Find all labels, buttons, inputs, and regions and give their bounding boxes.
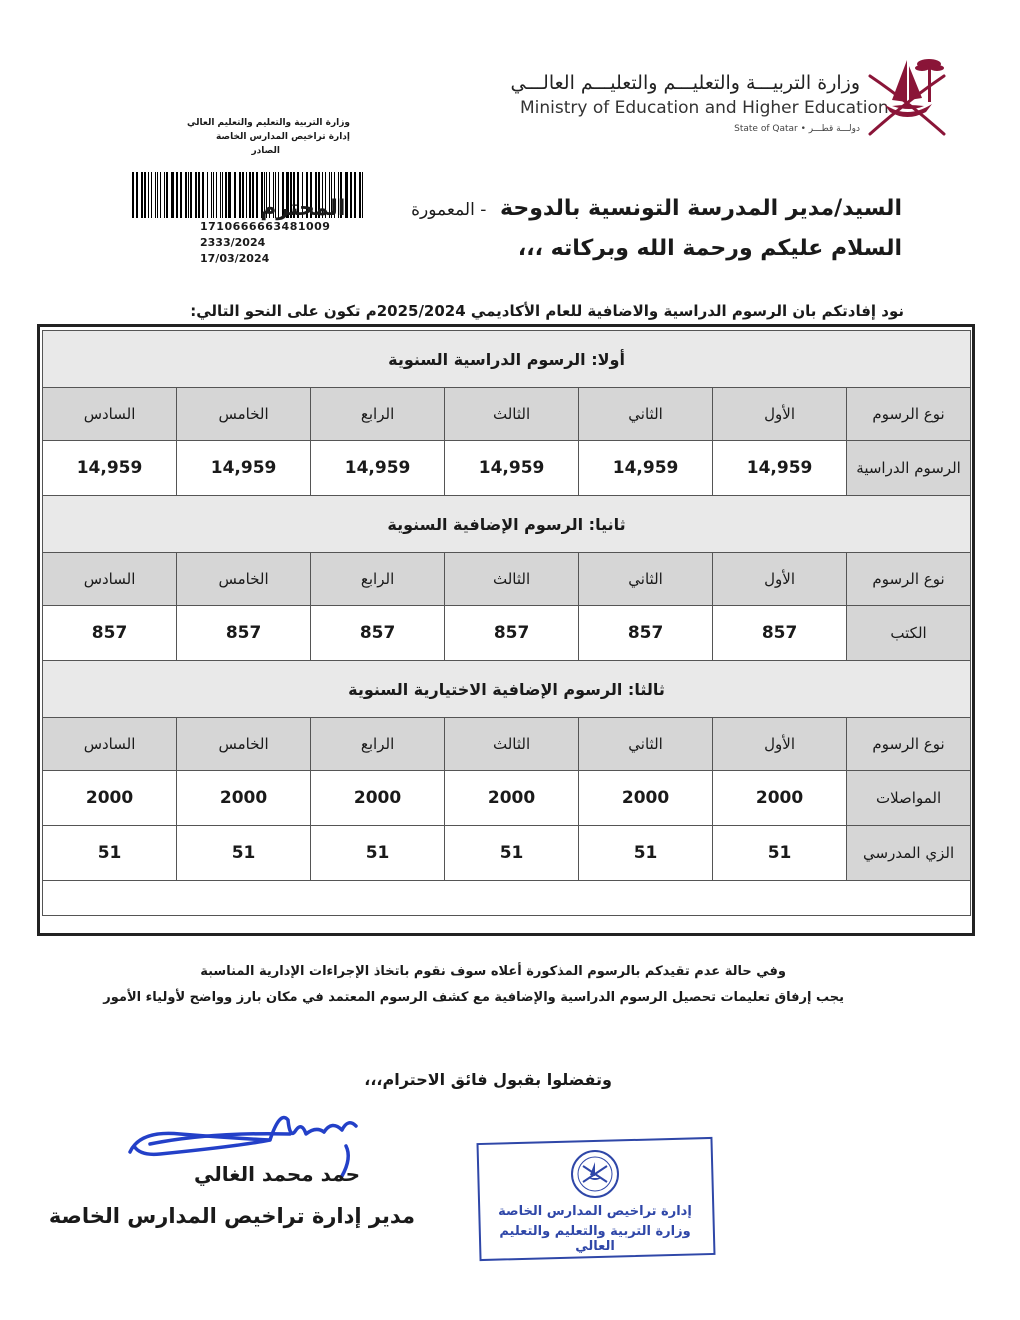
row-label-uniform: الزي المدرسي: [847, 826, 971, 881]
fee-cell: 2000: [177, 771, 311, 826]
fee-type-header: نوع الرسوم: [847, 553, 971, 606]
grade-header: الرابع: [311, 388, 445, 441]
barcode-bar: [216, 172, 217, 218]
grade-header: الرابع: [311, 718, 445, 771]
row-label-tuition: الرسوم الدراسية: [847, 441, 971, 496]
barcode-bar: [198, 172, 200, 218]
barcode-bar: [242, 172, 244, 218]
respectful-title: المحترم: [260, 196, 346, 221]
row-label-transport: المواصلات: [847, 771, 971, 826]
barcode-bar: [225, 172, 227, 218]
grade-header: الثالث: [445, 388, 579, 441]
grade-header: السادس: [43, 718, 177, 771]
barcode-bar: [148, 172, 149, 218]
barcode-bar: [157, 172, 158, 218]
stamp-line-2: إدارة تراخيص المدارس الخاصة: [215, 132, 350, 142]
state-label: State of Qatar • دولـــة قطـــر: [734, 124, 860, 134]
fee-cell: 857: [713, 606, 847, 661]
grade-header: الثاني: [579, 388, 713, 441]
barcode-bar: [141, 172, 143, 218]
section-title-tuition: أولا: الرسوم الدراسية السنوية: [43, 331, 971, 388]
fee-type-header: نوع الرسوم: [847, 718, 971, 771]
barcode-bar: [164, 172, 165, 218]
greeting: السلام عليكم ورحمة الله وبركاته ،،،: [517, 236, 902, 261]
barcode-bar: [234, 172, 236, 218]
fee-cell: 51: [177, 826, 311, 881]
fee-cell: 14,959: [43, 441, 177, 496]
section-title-additional: ثانيا: الرسوم الإضافية السنوية: [43, 496, 971, 553]
barcode-bar: [256, 172, 258, 218]
barcode-bar: [144, 172, 146, 218]
fee-cell: 2000: [713, 771, 847, 826]
barcode-bar: [176, 172, 178, 218]
fee-cell: 14,959: [177, 441, 311, 496]
fee-type-header: نوع الرسوم: [847, 388, 971, 441]
barcode-bar: [185, 172, 187, 218]
qatar-emblem-icon: [862, 46, 952, 146]
grade-header: السادس: [43, 553, 177, 606]
grade-header: السادس: [43, 388, 177, 441]
barcode-number: 1710666663481009: [200, 220, 331, 233]
fee-cell: 51: [713, 826, 847, 881]
barcode-bar: [166, 172, 168, 218]
barcode-bar: [246, 172, 247, 218]
fee-cell: 51: [311, 826, 445, 881]
barcode-bar: [220, 172, 221, 218]
barcode-bar: [252, 172, 254, 218]
letter-date: 17/03/2024: [200, 252, 270, 265]
row-label-books: الكتب: [847, 606, 971, 661]
section-title-optional: ثالثا: الرسوم الإضافية الاختيارية السنوية: [43, 661, 971, 718]
barcode-bar: [195, 172, 197, 218]
grade-header: الخامس: [177, 388, 311, 441]
barcode-bar: [155, 172, 156, 218]
stamp-line-1: وزارة التربية والتعليم والتعليم العالي: [187, 118, 350, 128]
school-location: - المعمورة: [411, 200, 487, 220]
addressee: السيد/مدير المدرسة التونسية بالدوحة: [500, 196, 902, 221]
grade-header: الأول: [713, 718, 847, 771]
signer-title: مدير إدارة تراخيص المدارس الخاصة: [48, 1204, 415, 1228]
ministry-name-en: Ministry of Education and Higher Education: [520, 98, 889, 118]
fee-cell: 857: [43, 606, 177, 661]
grade-header: الثالث: [445, 718, 579, 771]
grade-header: الثاني: [579, 553, 713, 606]
compliance-note: وفي حالة عدم تقيدكم بالرسوم المذكورة أعلاه سوف نقوم باتخاذ الإجراءات الإدارية المناسبة: [200, 964, 786, 979]
intro-text: نود إفادتكم بان الرسوم الدراسية والاضافية للعام الأكاديمي 2025/2024م تكون على النحو التالي:: [190, 302, 904, 320]
grade-header: الخامس: [177, 718, 311, 771]
barcode-bar: [180, 172, 182, 218]
table-bottom-padding: [43, 881, 971, 916]
barcode-bar: [132, 172, 134, 218]
fee-cell: 51: [579, 826, 713, 881]
barcode-bar: [190, 172, 192, 218]
fee-cell: 14,959: [579, 441, 713, 496]
posting-instruction: يجب إرفاق تعليمات تحصيل الرسوم الدراسية والإضافية مع كشف الرسوم المعتمد في مكان بارز وواضح لأولياء الأمور: [103, 990, 844, 1005]
fee-cell: 2000: [579, 771, 713, 826]
barcode-bar: [222, 172, 223, 218]
fee-cell: 857: [311, 606, 445, 661]
grade-header: الأول: [713, 388, 847, 441]
fee-cell: 857: [177, 606, 311, 661]
grade-header: الخامس: [177, 553, 311, 606]
addressee-line: [260, 196, 902, 221]
fee-cell: 2000: [43, 771, 177, 826]
fee-cell: 2000: [311, 771, 445, 826]
outgoing-stamp: [140, 116, 350, 158]
signer-name: حمد محمد الغالي: [194, 1162, 360, 1186]
fee-cell: 14,959: [311, 441, 445, 496]
fee-cell: 14,959: [713, 441, 847, 496]
barcode-bar: [213, 172, 214, 218]
fee-cell: 857: [579, 606, 713, 661]
ministry-name-ar: وزارة التربيـــة والتعليـــم والتعليـــم العالـــي: [510, 72, 860, 94]
barcode-bar: [202, 172, 204, 218]
barcode-bar: [207, 172, 208, 218]
barcode-bar: [228, 172, 231, 218]
barcode-bar: [211, 172, 212, 218]
fee-cell: 51: [445, 826, 579, 881]
seal-emblem-icon: [563, 1148, 627, 1200]
barcode-bar: [249, 172, 251, 218]
grade-header: الرابع: [311, 553, 445, 606]
reference-number: 2333/2024: [200, 236, 266, 249]
barcode-bar: [151, 172, 152, 218]
barcode-bar: [136, 172, 138, 218]
grade-header: الثاني: [579, 718, 713, 771]
fee-cell: 51: [43, 826, 177, 881]
barcode-bar: [239, 172, 241, 218]
seal-line-1: إدارة تراخيص المدارس الخاصة: [498, 1204, 692, 1219]
barcode-bar: [160, 172, 161, 218]
seal-line-2: وزارة التربية والتعليم والتعليم العالي: [499, 1224, 691, 1254]
fee-cell: 2000: [445, 771, 579, 826]
fee-cell: 857: [445, 606, 579, 661]
fee-cell: 14,959: [445, 441, 579, 496]
stamp-line-3: الصادر: [251, 146, 280, 156]
grade-header: الأول: [713, 553, 847, 606]
closing-line: وتفضلوا بقبول فائق الاحترام،،،: [364, 1070, 612, 1089]
grade-header: الثالث: [445, 553, 579, 606]
barcode-bar: [188, 172, 189, 218]
fees-table: [42, 330, 971, 916]
barcode-bar: [171, 172, 174, 218]
